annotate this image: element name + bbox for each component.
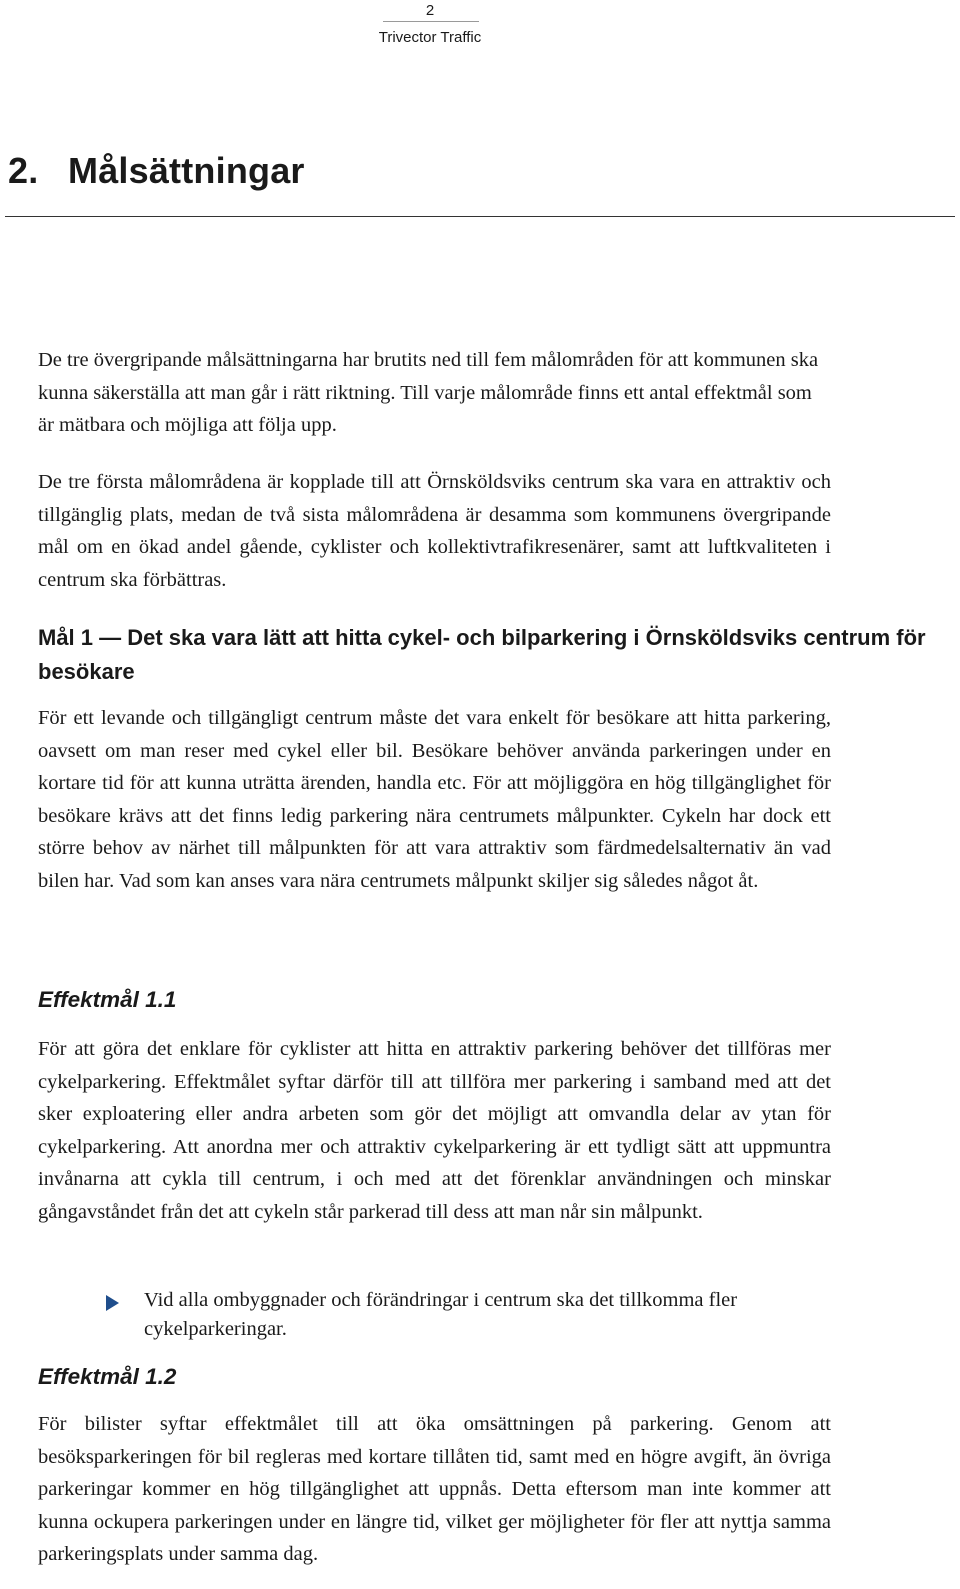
effect-goal-1-2-paragraph: För bilister syftar effektmålet till att öka omsättningen på parkering. Genom att besöksparkeringen för bil regleras med kortare tillåten tid, samt med en högre avgift, än övriga parkeringar kommer en hög tillgänglighet att uppnås. Detta eftersom man inte kommer att kunna ockupera parkeringen under en längre tid, vilket ger möjligheter för fler att nyttja samma parkeringsplats under samma dag.	[38, 1413, 831, 1565]
intro-paragraph-1: De tre övergripande målsättningarna har brutits ned till fem målområden för att kommunen ska kunna säkerställa att man går i rätt riktning. Till varje målområde finns ett antal effektmål som är mätbara och möjliga att följa upp.	[38, 349, 819, 436]
chapter-number: 2.	[8, 150, 39, 191]
goal-1-paragraph: För ett levande och tillgängligt centrum måste det vara enkelt för besökare att hitta parkering, oavsett om man reser med cykel eller bil. Besökare behöver använda parkeringen under en kortare tid för att kunna uträtta ärenden, handla etc. För att möjliggöra en hög tillgänglighet för besökare krävs att det finns ledig parkering nära centrumets målpunkter. Cykeln har dock ett större behov av närhet till målpunkten för att vara attraktiv som färdmedelsalternativ än vad bilen har. Vad som kan anses vara nära centrumets målpunkt skiljer sig således något åt.	[38, 707, 831, 892]
effect-goal-1-1-heading: Effektmål 1.1	[38, 987, 177, 1012]
bullet-text: Vid alla ombyggnader och förändringar i centrum ska det tillkomma fler cykelparkeringar.	[144, 1289, 738, 1340]
chapter-title	[8, 150, 305, 192]
effect-goal-1-1-paragraph: För att göra det enklare för cyklister att hitta en attraktiv parkering behöver det tillföras mer cykelparkering. Effektmålet syftar därför till att tillföra mer parkering i samband med att det sker exploatering eller andra arbeten som gör det möjligt att omvandla delar av ytan för cykelparkering. Att anordna mer och attraktiv cykelparkering är ett tydligt sätt att uppmuntra invånarna att cykla till centrum, i och med att det förenklar användningen och minskar gångavståndet från det att cykeln står parkerad till dess att man når sin målpunkt.	[38, 1038, 831, 1223]
triangle-bullet-icon	[106, 1295, 119, 1311]
page-number: 2	[425, 2, 435, 19]
header-divider	[383, 21, 479, 22]
goal-1-heading: Mål 1 — Det ska vara lätt att hitta cykel- och bilparkering i Örnsköldsviks centrum för besökare	[38, 625, 926, 684]
effect-goal-1-2-heading: Effektmål 1.2	[38, 1364, 177, 1389]
chapter-title-text: Målsättningar	[68, 150, 305, 191]
chapter-divider	[5, 216, 955, 217]
intro-paragraph-2: De tre första målområdena är kopplade till att Örnsköldsviks centrum ska vara en attraktiv och tillgänglig plats, medan de två sista målområdena är desamma som kommunens övergripande mål om en ökad andel gående, cyklister och kollektivtrafikresenärer, samt att luftkvaliteten i centrum ska förbättras.	[38, 471, 831, 591]
company-name: Trivector Traffic	[378, 29, 482, 46]
